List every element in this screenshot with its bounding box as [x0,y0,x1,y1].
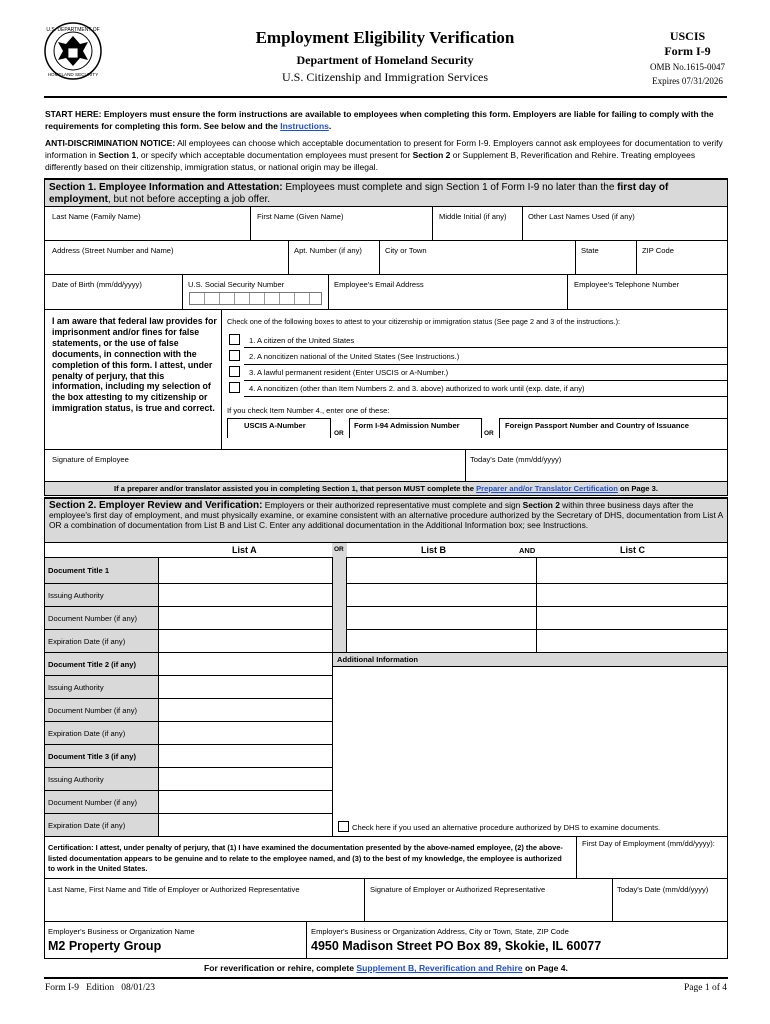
omb-number: OMB No.1615-0047 [649,62,725,72]
or-label-2: OR [484,430,494,437]
business-address-value[interactable]: 4950 Madison Street PO Box 89, Skokie, IL 60077 [311,939,602,953]
start-here-notice: START HERE: Employers must ensure the form instructions are available to employees when completing this form. Employers are liable for failing to comply with the requirements for completing this form. See below and the Instructions. [45,109,714,131]
additional-info-label: Additional Information [337,655,418,664]
dhs-seal-icon [44,22,102,80]
list-a-heading: List A [232,545,257,555]
additional-info-field[interactable] [333,667,727,819]
item4-instructions: If you check Item Number 4., enter one of these: [227,406,390,415]
passport-label: Foreign Passport Number and Country of Issuance [505,421,689,430]
apt-number-field[interactable]: Apt. Number (if any) [294,246,362,255]
uscis-label: USCIS [669,29,706,43]
or-label-1: OR [334,430,344,437]
anti-discrimination-notice: ANTI-DISCRIMINATION NOTICE: All employees can choose which acceptable documentation to present for Form I-9. Employers cannot ask employees for documentation to verify information in Section 1, or specify which acceptable documentation employees must present for Section 2 or Supplement B, Reverification and Rehire. Treating employees differently based on their citizenship, immigration status, or national origin may be illegal. [45,138,723,172]
certification-text: Certification: I attest, under penalty of perjury, that (1) I have examined the documentation presented by the above-named employee, (2) the above-listed documentation appears to be genuine and to relate to the employee named, and (3) to the best of my knowledge, the employee is authorized to work in the United States. [48,843,563,873]
form-id: Form I-9 [664,44,711,58]
section1-header: Section 1. Employee Information and Attestation: Employees must complete and sign Section 1 of Form I-9 no later than the first day of employment, but not before accepting a job offer. [44,178,728,207]
first-day-field[interactable]: First Day of Employment (mm/dd/yyyy): [582,839,715,848]
list-c-heading: List C [620,545,646,555]
email-field[interactable]: Employee's Email Address [334,280,424,289]
ssn-input[interactable] [189,292,322,305]
zip-field[interactable]: ZIP Code [642,246,674,255]
issuing-authority-2-label: Issuing Authority [48,682,104,692]
expiration: Expires 07/31/2026 [652,76,723,86]
ssn-label: U.S. Social Security Number [188,280,285,289]
uscis-a-number-label: USCIS A-Number [244,421,306,430]
option-permanent-resident: 3. A lawful permanent resident (Enter USCIS or A-Number.) [249,368,449,377]
address-field[interactable]: Address (Street Number and Name) [52,246,174,255]
citizen-checkbox[interactable] [229,334,240,345]
expiration-date-3-label: Expiration Date (if any) [48,820,126,830]
form-edition: Form I-9 Edition 08/01/23 [45,983,156,993]
alt-procedure-label: Check here if you used an alternative procedure authorized by DHS to examine documents. [352,823,661,832]
department-name: Department of Homeland Security [296,53,474,67]
option-authorized-noncitizen: 4. A noncitizen (other than Item Numbers 2. and 3. above) authorized to work until (exp. date, if any) [249,384,585,393]
city-field[interactable]: City or Town [385,246,427,255]
employer-name-title-field[interactable]: Last Name, First Name and Title of Employer or Authorized Representative [48,885,300,894]
instructions-link[interactable]: Instructions [280,121,329,131]
svg-text:HOMELAND SECURITY: HOMELAND SECURITY [47,72,99,77]
employee-signature-row [44,450,728,482]
state-field[interactable]: State [581,246,599,255]
document-title-1-label: Document Title 1 [48,566,110,575]
or-column [332,557,347,652]
expiration-date-1-label: Expiration Date (if any) [48,636,126,646]
employee-signature-field[interactable]: Signature of Employee [52,455,129,464]
noncitizen-national-checkbox[interactable] [229,350,240,361]
employer-signature-field[interactable]: Signature of Employer or Authorized Representative [370,885,546,894]
last-name-field[interactable]: Last Name (Family Name) [52,212,141,221]
attestation-text: I am aware that federal law provides for imprisonment and/or fines for false statements, or the use of false documents, in connection with the completion of this form. I attest, under penalty of perjury, that this information, including my selection of the box attesting to my citizenship or immigration status, is true and correct. [52,316,217,414]
option-noncitizen-national: 2. A noncitizen national of the United States (See Instructions.) [249,352,460,361]
expiration-date-2-label: Expiration Date (if any) [48,728,126,738]
middle-initial-field[interactable]: Middle Initial (if any) [439,212,507,221]
section2-header: Section 2. Employer Review and Verification: Employers or their authorized representative must complete and sign Section 2 within three business days after the employee's first day of employment, and must physically examine, or examine consistent with an alternative procedure authorized by the Secretary of DHS, documentation from List A OR a combination of documentation from List B and List C. Enter any additional documentation in the Additional Information box; see Instructions. [44,497,728,543]
issuing-authority-1-label: Issuing Authority [48,590,104,600]
business-name-value[interactable]: M2 Property Group [48,939,162,953]
dob-field[interactable]: Date of Birth (mm/dd/yyyy) [52,280,142,289]
business-address-label: Employer's Business or Organization Address, City or Town, State, ZIP Code [311,927,569,936]
agency-name: U.S. Citizenship and Immigration Services [282,70,488,84]
document-number-1-label: Document Number (if any) [48,613,138,623]
svg-text:U.S. DEPARTMENT OF: U.S. DEPARTMENT OF [46,27,100,33]
other-last-names-field[interactable]: Other Last Names Used (if any) [528,212,635,221]
document-number-2-label: Document Number (if any) [48,705,138,715]
first-name-field[interactable]: First Name (Given Name) [257,212,344,221]
reverification-note: For reverification or rehire, complete Supplement B, Reverification and Rehire on Page 4. [204,963,568,973]
permanent-resident-checkbox[interactable] [229,366,240,377]
preparer-certification-link[interactable]: Preparer and/or Translator Certification [476,484,618,493]
preparer-note: If a preparer and/or translator assisted you in completing Section 1, that person MUST complete the Preparer and/or Translator Certification on Page 3. [44,482,728,496]
issuing-authority-3-label: Issuing Authority [48,774,104,784]
form-title: Employment Eligibility Verification [255,28,515,47]
status-instructions: Check one of the following boxes to attest to your citizenship or immigration status (See page 2 and 3 of the instructions.): [227,317,621,326]
supplement-b-link[interactable]: Supplement B, Reverification and Rehire [356,963,523,973]
and-label: AND [519,546,536,555]
page-number: Page 1 of 4 [683,983,727,993]
or-divider-label: OR [334,546,344,553]
business-name-label: Employer's Business or Organization Name [48,927,195,936]
document-title-3-label: Document Title 3 (if any) [48,751,137,761]
i94-label: Form I-94 Admission Number [354,421,460,430]
list-b-heading: List B [421,545,447,555]
phone-field[interactable]: Employee's Telephone Number [574,280,680,289]
document-title-2-label: Document Title 2 (if any) [48,659,137,669]
alt-procedure-checkbox[interactable] [338,821,349,832]
authorized-noncitizen-checkbox[interactable] [229,382,240,393]
employee-date-field[interactable]: Today's Date (mm/dd/yyyy) [470,455,562,464]
option-citizen: 1. A citizen of the United States [249,336,355,345]
employer-date-field[interactable]: Today's Date (mm/dd/yyyy) [617,885,709,894]
document-number-3-label: Document Number (if any) [48,797,138,807]
